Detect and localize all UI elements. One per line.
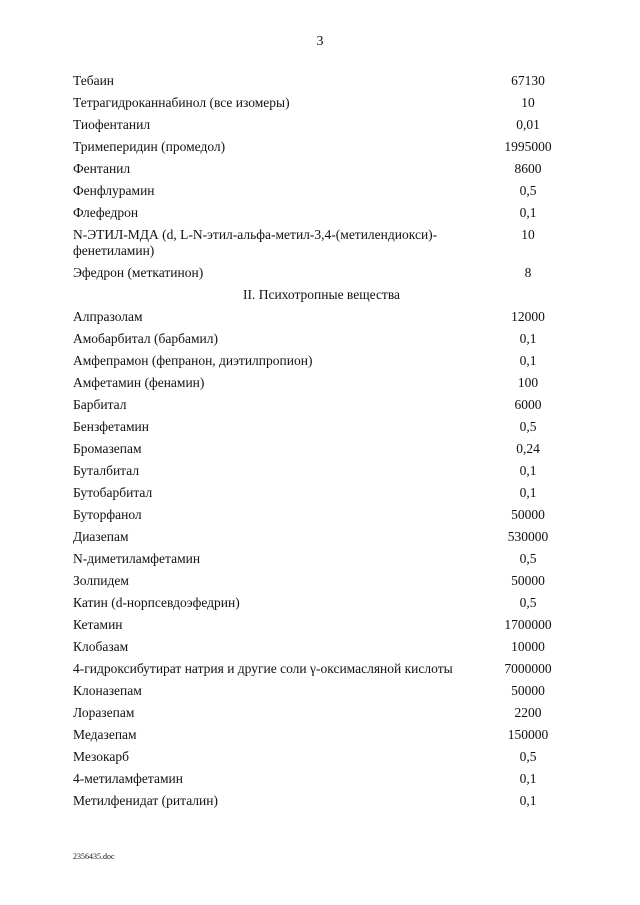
table-row [73, 702, 570, 724]
table-row [73, 180, 570, 202]
table-row [73, 504, 570, 526]
substance-name: Тебаин [73, 73, 115, 88]
substance-value: 1700000 [504, 617, 552, 632]
substance-name: Фенфлурамин [73, 183, 155, 198]
substance-value: 0,5 [519, 551, 537, 566]
table-row [73, 460, 570, 482]
substance-value: 8 [524, 265, 532, 280]
substance-name: Клобазам [73, 639, 129, 654]
table-row [73, 70, 570, 92]
table-row [73, 482, 570, 504]
substance-value: 0,1 [519, 485, 537, 500]
table-row [73, 614, 570, 636]
table-row [73, 746, 570, 768]
substance-name: Амфетамин (фенамин) [73, 375, 205, 390]
substance-value: 0,1 [519, 205, 537, 220]
substance-name: Диазепам [73, 529, 129, 544]
table-row [73, 724, 570, 746]
substance-value: 2200 [514, 705, 542, 720]
substance-value: 12000 [511, 309, 545, 324]
substance-name: Барбитал [73, 397, 127, 412]
substance-name: Буторфанол [73, 507, 142, 522]
substance-name: Катин (d-норпсевдоэфедрин) [73, 595, 240, 610]
substance-value: 0,5 [519, 183, 537, 198]
substance-value: 10000 [511, 639, 545, 654]
table-row [73, 306, 570, 328]
substance-value: 0,1 [519, 463, 537, 478]
substance-value: 50000 [511, 683, 545, 698]
substance-value: 0,5 [519, 595, 537, 610]
table-row [73, 680, 570, 702]
table-row [73, 262, 570, 284]
substance-value: 0,5 [519, 419, 537, 434]
document-body [73, 70, 570, 812]
substance-value: 10 [521, 227, 535, 242]
table-row [73, 438, 570, 460]
substance-name: Метилфенидат (риталин) [73, 793, 218, 808]
table-row [73, 92, 570, 114]
table-row [73, 158, 570, 180]
substance-name: 4-гидроксибутират натрия и другие соли γ-оксимасляной кислоты [73, 661, 453, 676]
substance-name: Тетрагидроканнабинол (все изомеры) [73, 95, 290, 110]
table-row [73, 790, 570, 812]
substance-value: 50000 [511, 507, 545, 522]
table-row [73, 548, 570, 570]
substance-name: Кетамин [73, 617, 123, 632]
substance-value: 10 [521, 95, 535, 110]
table-row [73, 372, 570, 394]
page-number: 3 [316, 34, 324, 49]
substance-value: 0,1 [519, 353, 537, 368]
substance-value: 530000 [507, 529, 549, 544]
substance-name: Буталбитал [73, 463, 140, 478]
table-row [73, 636, 570, 658]
substance-name: Бромазепам [73, 441, 142, 456]
table-row [73, 570, 570, 592]
substance-name: Бензфетамин [73, 419, 149, 434]
substance-name: N-ЭТИЛ-МДА (d, L-N-этил-альфа-метил-3,4-(метилендиокси)-фенетиламин) [73, 227, 438, 258]
substance-name: Фентанил [73, 161, 131, 176]
section-title: II. Психотропные вещества [242, 287, 401, 302]
table-row [73, 416, 570, 438]
substance-value: 0,01 [516, 117, 540, 132]
substance-name: Золпидем [73, 573, 129, 588]
substance-value: 100 [517, 375, 539, 390]
table-row [73, 526, 570, 548]
substance-value: 0,1 [519, 331, 537, 346]
substance-value: 7000000 [504, 661, 552, 676]
table-row [73, 350, 570, 372]
substance-value: 0,5 [519, 749, 537, 764]
table-row [73, 202, 570, 224]
substance-name: Мезокарб [73, 749, 129, 764]
substance-value: 0,24 [516, 441, 540, 456]
substance-value: 1995000 [504, 139, 552, 154]
table-row [73, 394, 570, 416]
substance-value: 67130 [511, 73, 545, 88]
substance-name: N-диметиламфетамин [73, 551, 201, 566]
table-row [73, 658, 570, 680]
substance-value: 150000 [507, 727, 549, 742]
substance-name: Амфепрамон (фепранон, диэтилпропион) [73, 353, 313, 368]
substance-name: 4-метиламфетамин [73, 771, 183, 786]
substance-name: Медазепам [73, 727, 137, 742]
substance-value: 50000 [511, 573, 545, 588]
substance-value: 0,1 [519, 771, 537, 786]
substance-name: Клоназепам [73, 683, 142, 698]
substance-value: 8600 [514, 161, 542, 176]
substance-name: Алпразолам [73, 309, 143, 324]
table-row [73, 114, 570, 136]
substance-name: Эфедрон (меткатинон) [73, 265, 204, 280]
substance-name: Амобарбитал (барбамил) [73, 331, 218, 346]
substance-name: Лоразепам [73, 705, 135, 720]
footer-filename: 2356435.doc [73, 852, 115, 861]
substance-name: Тиофентанил [73, 117, 151, 132]
table-row [73, 592, 570, 614]
table-row [73, 768, 570, 790]
substance-name: Флефедрон [73, 205, 139, 220]
substance-value: 6000 [514, 397, 542, 412]
table-row [73, 224, 570, 262]
table-row [73, 328, 570, 350]
substance-value: 0,1 [519, 793, 537, 808]
table-row [73, 136, 570, 158]
substance-name: Бутобарбитал [73, 485, 153, 500]
substance-name: Тримеперидин (промедол) [73, 139, 226, 154]
